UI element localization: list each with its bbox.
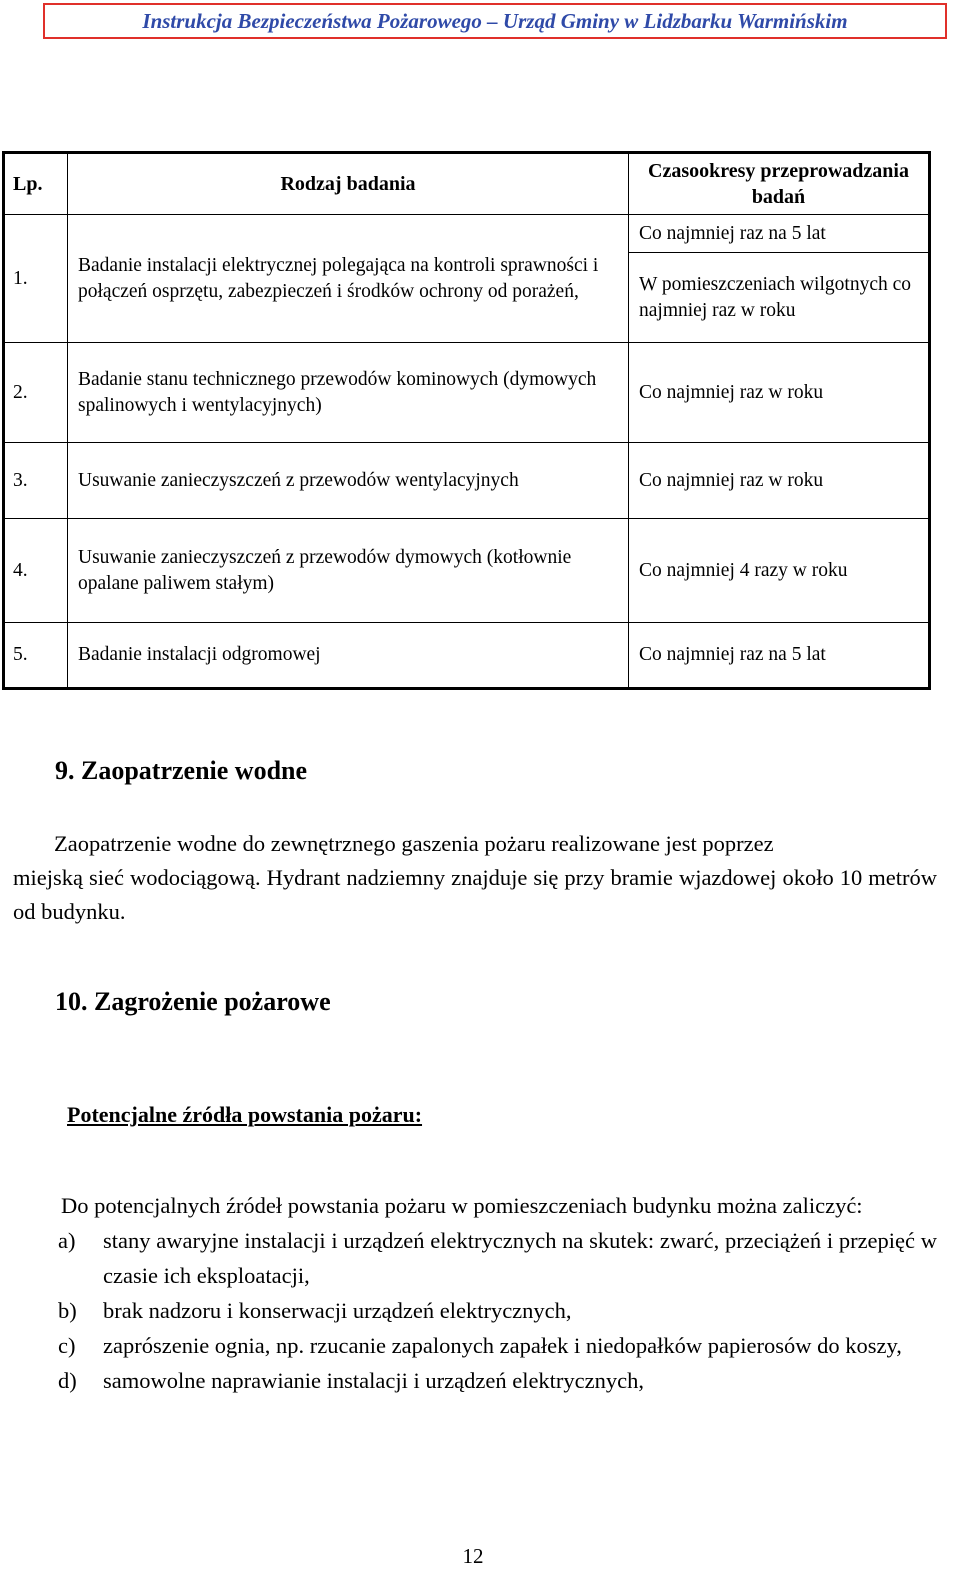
row-name: Usuwanie zanieczyszczeń z przewodów wentylacyjnych [68, 443, 629, 519]
list-marker: c) [58, 1333, 76, 1358]
page-number: 12 [462, 1544, 484, 1568]
section-10-title: 10. Zagrożenie pożarowe [55, 987, 331, 1016]
row-number: 4. [4, 519, 68, 623]
column-header-period: Czasookresy przeprowadzania badań [629, 153, 930, 215]
table-row [4, 215, 930, 253]
table-row [4, 519, 930, 623]
row-number: 5. [4, 623, 68, 689]
column-header-name: Rodzaj badania [68, 153, 629, 215]
header-title: Instrukcja Bezpieczeństwa Pożarowego – Urząd Gminy w Lidzbarku Warmińskim [142, 8, 848, 33]
row-name: Badanie instalacji elektrycznej polegająca na kontroli sprawności i połączeń osprzętu, zabezpieczeń i środków ochrony od porażeń, [68, 215, 629, 343]
page-header [43, 3, 947, 39]
row-number: 1. [4, 215, 68, 343]
row-period: W pomieszczeniach wilgotnych co najmniej raz w roku [629, 253, 930, 343]
list-text: zaprószenie ognia, np. rzucanie zapalonych zapałek i niedopałków papierosów do koszy, [103, 1333, 902, 1358]
section-9-paragraph [13, 827, 937, 929]
row-period: Co najmniej raz w roku [629, 343, 930, 443]
inspection-table [2, 151, 931, 690]
fire-sources-list [13, 1188, 937, 1398]
row-period: Co najmniej 4 razy w roku [629, 519, 930, 623]
list-item [13, 1328, 937, 1363]
list-text: samowolne naprawianie instalacji i urządzeń elektrycznych, [103, 1368, 645, 1393]
row-number: 2. [4, 343, 68, 443]
list-item [13, 1363, 937, 1398]
row-period: Co najmniej raz na 5 lat [629, 215, 930, 253]
row-name: Badanie stanu technicznego przewodów kominowych (dymowych spalinowych i wentylacyjnych) [68, 343, 629, 443]
table-row [4, 443, 930, 519]
section-9-title: 9. Zaopatrzenie wodne [55, 756, 308, 785]
list-marker: b) [58, 1298, 77, 1323]
list-text: brak nadzoru i konserwacji urządzeń elektrycznych, [103, 1298, 572, 1323]
section-10-subtitle: Potencjalne źródła powstania pożaru: [67, 1102, 423, 1127]
column-header-lp: Lp. [4, 153, 68, 215]
row-number: 3. [4, 443, 68, 519]
section-9-paragraph-line1: Zaopatrzenie wodne do zewnętrznego gaszenia pożaru realizowane jest poprzez [54, 831, 774, 856]
table-row [4, 343, 930, 443]
table-header-row [4, 153, 930, 215]
list-text: stany awaryjne instalacji i urządzeń elektrycznych na skutek: zwarć, przeciążeń i przepięć w czasie ich eksploatacji, [103, 1228, 937, 1288]
list-item [13, 1293, 937, 1328]
row-period: Co najmniej raz na 5 lat [629, 623, 930, 689]
row-name: Usuwanie zanieczyszczeń z przewodów dymowych (kotłownie opalane paliwem stałym) [68, 519, 629, 623]
row-name: Badanie instalacji odgromowej [68, 623, 629, 689]
section-9-paragraph-rest: miejską sieć wodociągową. Hydrant nadziemny znajduje się przy bramie wjazdowej około 10 metrów od budynku. [13, 865, 937, 924]
list-intro: Do potencjalnych źródeł powstania pożaru w pomieszczeniach budynku można zaliczyć: [61, 1193, 863, 1218]
row-period: Co najmniej raz w roku [629, 443, 930, 519]
list-item [13, 1223, 937, 1293]
list-marker: a) [58, 1228, 76, 1253]
list-marker: d) [58, 1368, 77, 1393]
table-row [4, 623, 930, 689]
